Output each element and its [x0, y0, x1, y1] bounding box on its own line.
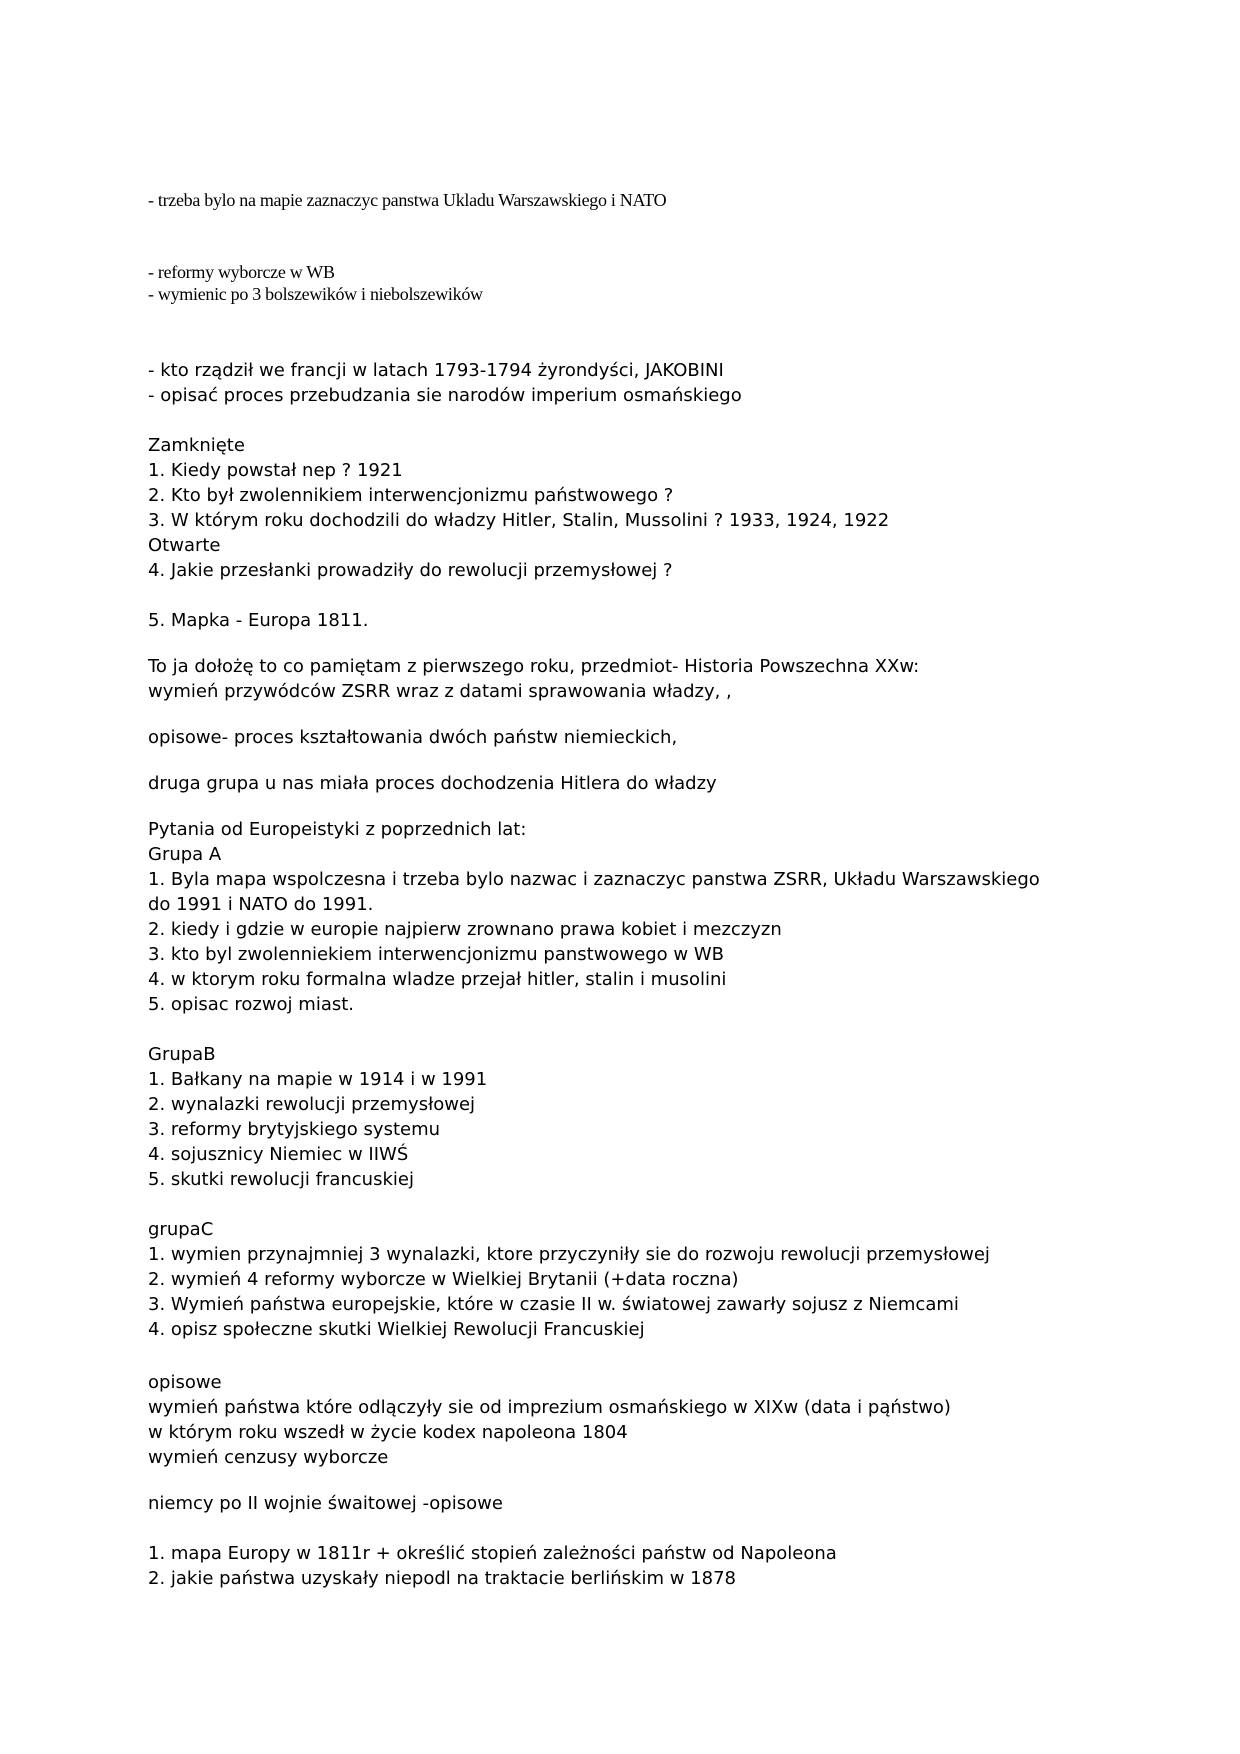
text-line: wymień przywódców ZSRR wraz z datami sprawowania władzy, ,	[148, 681, 732, 702]
list-item: 3. W którym roku dochodzili do władzy Hitler, Stalin, Mussolini ? 1933, 1924, 1922	[148, 510, 890, 531]
text-line: opisowe- proces kształtowania dwóch państw niemieckich,	[148, 727, 678, 748]
text-line: To ja dołożę to co pamiętam z pierwszego roku, przedmiot- Historia Powszechna XXw:	[148, 656, 920, 677]
list-item: 1. Bałkany na mapie w 1914 i w 1991	[148, 1069, 488, 1090]
list-item: 4. opisz społeczne skutki Wielkiej Rewolucji Francuskiej	[148, 1319, 645, 1340]
group-heading: GrupaB	[148, 1044, 216, 1065]
text-line: - wymienic po 3 bolszewików i niebolszewików	[148, 284, 483, 304]
text-line: wymień państwa które odlączyły sie od imprezium osmańskiego w XIXw (data i pąństwo)	[148, 1397, 951, 1418]
list-item: 1. Byla mapa wspolczesna i trzeba bylo nazwac i zaznaczyc panstwa ZSRR, Układu Warszawskiego	[148, 869, 1040, 890]
list-item: 2. wynalazki rewolucji przemysłowej	[148, 1094, 476, 1115]
list-item: 1. wymien przynajmniej 3 wynalazki, ktore przyczyniły sie do rozwoju rewolucji przemysłowej	[148, 1244, 990, 1265]
list-item: 4. Jakie przesłanki prowadziły do rewolucji przemysłowej ?	[148, 560, 673, 581]
text-line: druga grupa u nas miała proces dochodzenia Hitlera do władzy	[148, 773, 717, 794]
list-item: 2. Kto był zwolennikiem interwencjonizmu państwowego ?	[148, 485, 674, 506]
text-line: - reformy wyborcze w WB	[148, 262, 335, 282]
list-item: 1. mapa Europy w 1811r + określić stopień zależności państw od Napoleona	[148, 1543, 837, 1564]
list-item: 3. Wymień państwa europejskie, które w czasie II w. światowej zawarły sojusz z Niemcami	[148, 1294, 959, 1315]
list-item: 5. opisac rozwoj miast.	[148, 994, 355, 1015]
list-item: 4. w ktorym roku formalna wladze przejał hitler, stalin i musolini	[148, 969, 727, 990]
list-item: 1. Kiedy powstał nep ? 1921	[148, 460, 403, 481]
text-line: niemcy po II wojnie śwaitowej -opisowe	[148, 1493, 503, 1514]
text-line: w którym roku wszedł w życie kodex napoleona 1804	[148, 1422, 628, 1443]
list-item: 3. reformy brytyjskiego systemu	[148, 1119, 441, 1140]
group-heading: grupaC	[148, 1219, 214, 1240]
section-heading: opisowe	[148, 1372, 222, 1393]
list-item: 2. wymień 4 reformy wyborcze w Wielkiej Brytanii (+data roczna)	[148, 1269, 739, 1290]
section-heading: Otwarte	[148, 535, 221, 556]
list-item: 5. skutki rewolucji francuskiej	[148, 1169, 414, 1190]
list-item: do 1991 i NATO do 1991.	[148, 894, 374, 915]
list-item: 2. jakie państwa uzyskały niepodl na traktacie berlińskim w 1878	[148, 1568, 736, 1589]
list-item: 3. kto byl zwolenniekiem interwencjonizmu panstwowego w WB	[148, 944, 724, 965]
section-heading: Pytania od Europeistyki z poprzednich lat:	[148, 819, 527, 840]
text-line: - opisać proces przebudzania sie narodów imperium osmańskiego	[148, 385, 742, 406]
list-item: 4. sojusznicy Niemiec w IIWŚ	[148, 1144, 409, 1165]
text-line: - trzeba bylo na mapie zaznaczyc panstwa Ukladu Warszawskiego i NATO	[148, 190, 667, 210]
text-line: - kto rządził we francji w latach 1793-1794 żyrondyści, JAKOBINI	[148, 360, 724, 381]
list-item: 2. kiedy i gdzie w europie najpierw zrownano prawa kobiet i mezczyzn	[148, 919, 782, 940]
list-item: 5. Mapka - Europa 1811.	[148, 610, 369, 631]
group-heading: Grupa A	[148, 844, 222, 865]
section-heading: Zamknięte	[148, 435, 245, 456]
text-line: wymień cenzusy wyborcze	[148, 1447, 389, 1468]
